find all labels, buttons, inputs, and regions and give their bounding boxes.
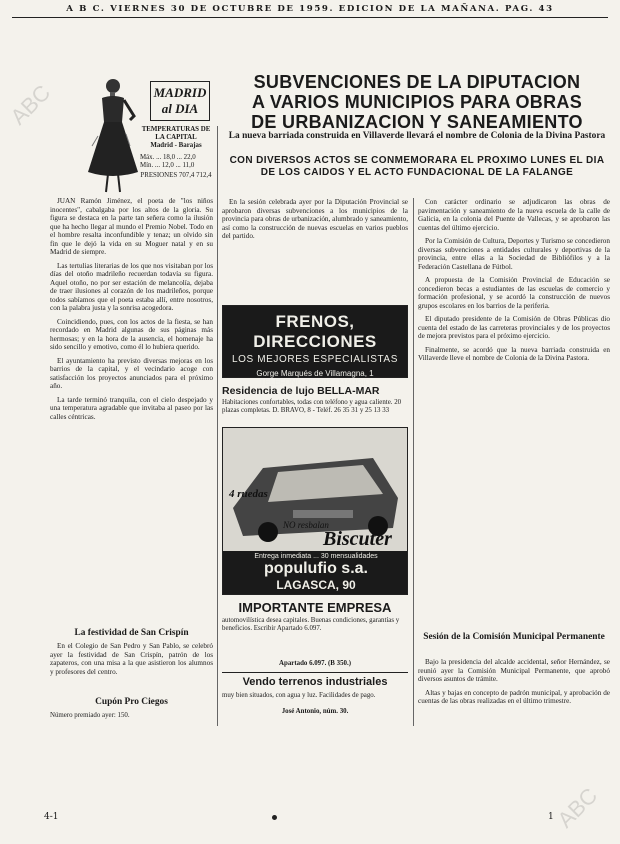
ad-biscuter	[222, 427, 408, 595]
header-rule	[12, 17, 608, 18]
ad-rule	[222, 672, 408, 673]
ad-biscuter-dealer-box	[223, 551, 408, 595]
fiesta-body	[50, 642, 213, 681]
ad-bellamar-text: Habitaciones confortables, todas con teléfono y agua caliente. 20 plazas completas. D. BRAVO, 8 - Teléf. 26 35 31 y 25 13 33	[222, 399, 402, 414]
woman-illustration	[80, 76, 142, 196]
ad-biscuter-dealer: populufio s.a.	[264, 560, 368, 577]
footer-left: 4-1	[44, 812, 59, 822]
ad-empresa-box: Apartado 6.097. (B 350.)	[279, 660, 351, 667]
ad-vendo-title: Vendo terrenos industriales	[242, 676, 388, 688]
sesion-paragraph: Altas y bajas en concepto de padrón municipal, y aprobación de cuentas de las obras realizadas en el último trimestre.	[418, 688, 610, 705]
main-title	[222, 72, 612, 132]
left-paragraph: La tarde terminó tranquila, con el cielo despejado y una temperatura agradable que invitaba al paseo por las calles céntricas.	[50, 395, 213, 421]
left-paragraph: Coincidiendo, pues, con los actos de la fiesta, se han recordado en Madrid algunas de sus páginas más hermosas; y en la hora de la ausencia, el homenaje ha sido sencillo y emotivo, como él lo hubiera querido.	[50, 317, 213, 351]
mid-article	[222, 198, 408, 246]
temperatures-row: Mín. ... 12,0 ... 11,0	[140, 162, 195, 169]
sesion-title: Sesión de la Comisión Municipal Permanente	[423, 632, 605, 642]
temperatures-place: Madrid - Barajas	[150, 142, 202, 149]
ad-frenos	[222, 305, 408, 387]
ad-vendo-contact: José Antonio, núm. 30.	[281, 708, 349, 715]
column-divider	[413, 198, 414, 726]
temperatures-pressure: PRESIONES 707,4 712,4	[140, 172, 212, 179]
right-paragraph: Finalmente, se acordó que la nueva barriada construida en Villaverde lleve el nombre de Colonia de la Divina Pastora.	[418, 345, 610, 362]
ad-bellamar-title: Residencia de lujo BELLA-MAR	[222, 385, 380, 397]
left-paragraph: El ayuntamiento ha previsto diversas mejoras en los barrios de la capital, y el vecindario acoge con satisfacción los proyectos anunciados para el próximo año.	[50, 356, 213, 390]
ad-vendo-text: muy bien situados, con agua y luz. Facilidades de pago.	[222, 692, 376, 699]
subtitle2: CON DIVERSOS ACTOS SE CONMEMORARA EL PROXIMO LUNES EL DIA DE LOS CAIDOS Y EL ACTO FUNDACIONAL DE LA FALANGE	[229, 155, 605, 178]
main-title-line: A VARIOS MUNICIPIOS PARA OBRAS	[251, 92, 583, 112]
mid-paragraph: En la sesión celebrada ayer por la Diputación Provincial se aprobaron diversas subvenciones a los municipios de la provincia para obras de urbanización, alumbrado y saneamiento, así como la construcción de nuevas escuelas en varios pueblos del partido.	[222, 198, 408, 240]
main-title-line: DE URBANIZACION Y SANEAMIENTO	[251, 112, 583, 132]
fiesta-title: La festividad de San Crispín	[74, 628, 189, 638]
right-paragraph: El diputado presidente de la Comisión de Obras Públicas dio cuenta del estado de las carreteras provinciales y de los proyectos de mejora previstos para el próximo ejercicio.	[418, 315, 610, 340]
column-divider	[217, 126, 218, 726]
ad-frenos-line: LOS MEJORES ESPECIALISTAS	[232, 354, 398, 365]
right-paragraph: Por la Comisión de Cultura, Deportes y Turismo se concedieron diversas subvenciones a entidades culturales y deportivas de la provincia, entre ellas a la Sociedad de Bibliófilos y a la Federación Castellana de Fútbol.	[418, 237, 610, 271]
ad-empresa-text: automovilística desea capitales. Buenas condiciones, garantías y beneficios. Escribir Apartado 6.097.	[222, 617, 400, 632]
left-article	[50, 197, 213, 621]
watermark-left: ABC	[5, 79, 56, 130]
right-paragraph: Con carácter ordinario se adjudicaron las obras de pavimentación y saneamiento de la nueva escuela de la calle de Galicia, en la colonia del Puente de Vallecas, y se aprobaron las cuentas del último ejercicio.	[418, 198, 610, 232]
fiesta-text: En el Colegio de San Pedro y San Pablo, se celebró ayer la festividad de San Crispín, patrón de los zapateros, con una misa a la que asistieron los alumnos y profesores del centro.	[50, 642, 213, 676]
ad-biscuter-tag: NO resbalan	[283, 520, 329, 530]
cupon-text: Número premiado ayer: 150.	[50, 712, 130, 719]
ad-frenos-big: FRENOS, DIRECCIONES	[253, 312, 377, 351]
right-article	[418, 198, 610, 626]
left-paragraph: Las tertulias literarias de los que nos visitaban por los días del otoño madrileño recuerdan todavía su figura. Aquel otoño, no por ser estación de melancolía, dejaba de traer ilusiones al corazón de los madrileños, porque todos sabíamos que el poeta estaba allí, entre nosotros, con la palabra justa y la sonrisa acogedora.	[50, 261, 213, 312]
ad-biscuter-dealer-line: Entrega inmediata ... 30 mensualidades	[254, 553, 378, 560]
footer-right: 1	[548, 812, 554, 822]
madrid-box-line1: MADRID	[153, 85, 207, 100]
temperatures-block	[140, 126, 212, 180]
page-header: A B C. VIERNES 30 DE OCTUBRE DE 1959. EDICION DE LA MAÑANA. PAG. 43	[66, 4, 554, 14]
ad-frenos-addr: Gorge Marqués de Villamagna, 1	[256, 369, 374, 378]
left-paragraph: JUAN Ramón Jiménez, el poeta de "los niños inocentes", cabalgaba por los altos de la gloria. Su figura se destaca en la parte tan señera como la ilusión que ha hecho llegar al mundo el Premio Nobel. Todo en el hombre resalta inconfundible y tenaz; un olvido sin fin que le dejó la vida en su Moguer natal y en su Madrid de siempre.	[50, 197, 213, 256]
main-title-line: SUBVENCIONES DE LA DIPUTACION	[253, 72, 581, 92]
ad-empresa-title: IMPORTANTE EMPRESA	[238, 600, 392, 615]
ad-biscuter-brand: Biscuter	[323, 528, 392, 550]
madrid-box-line2: al DIA	[161, 101, 199, 116]
footer-dot	[272, 815, 277, 820]
sesion-body	[418, 658, 610, 711]
cupon-title: Cupón Pro Ciegos	[95, 697, 168, 707]
watermark-right: ABC	[552, 782, 603, 833]
ad-biscuter-street: LAGASCA, 90	[276, 578, 356, 592]
ad-biscuter-badge: 4 ruedas	[229, 488, 268, 500]
madrid-al-dia-box	[150, 81, 210, 121]
temperatures-row: Máx. ... 18,0 ... 22,0	[140, 154, 196, 161]
sesion-paragraph: Bajo la presidencia del alcalde accidental, señor Hernández, se reunió ayer la Comisión Municipal Permanente, que aprobó diversos asuntos de trámite.	[418, 658, 610, 683]
subtitle: La nueva barriada construida en Villaverde llevará el nombre de Colonia de la Divina Pastora	[228, 131, 606, 141]
right-paragraph: A propuesta de la Comisión Provincial de Educación se concedieron becas a estudiantes de las escuelas de comercio y formación profesional, y se acordó la construcción de nuevos grupos escolares en los barrios de la periferia.	[418, 276, 610, 310]
temperatures-title: TEMPERATURAS DE LA CAPITAL	[141, 126, 211, 141]
ad-frenos-phone: TELEFONO 357807 - MADRID	[259, 378, 371, 387]
